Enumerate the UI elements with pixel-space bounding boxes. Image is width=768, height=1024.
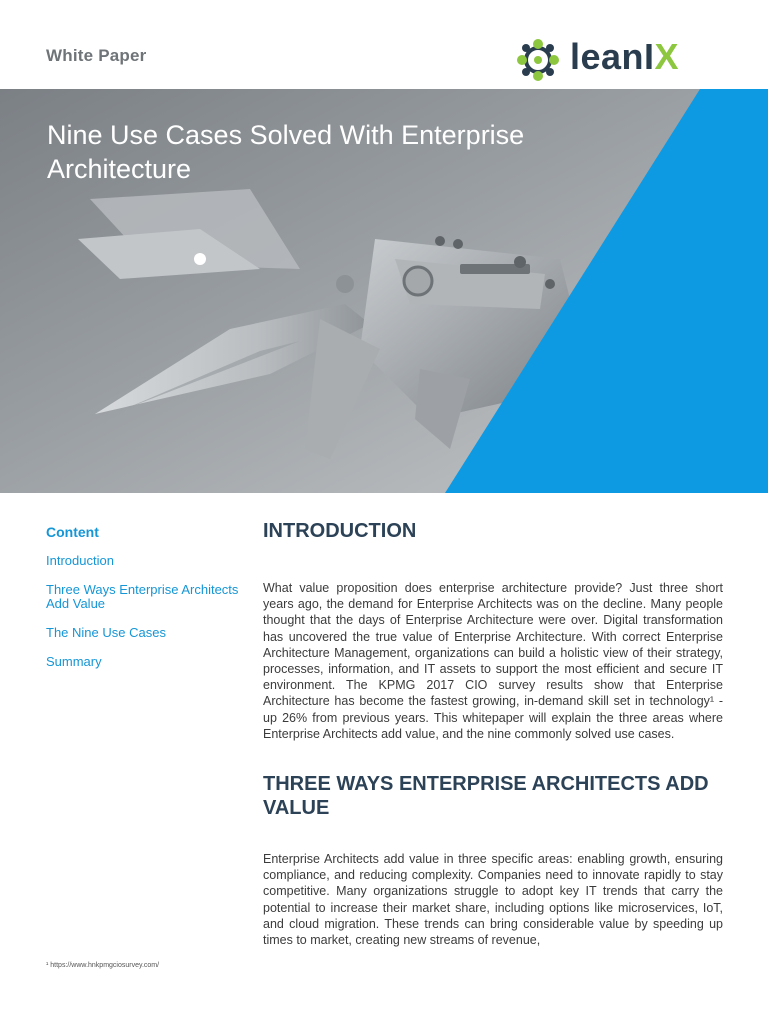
logo-wordmark: leanIX <box>570 36 680 77</box>
section-heading-introduction: INTRODUCTION <box>263 520 417 542</box>
toc-heading: Content <box>46 524 99 540</box>
document-type-label: White Paper <box>46 46 147 65</box>
hero-banner <box>0 89 768 493</box>
table-of-contents <box>46 524 246 684</box>
toc-item-nine-use-cases[interactable]: The Nine Use Cases <box>46 625 166 640</box>
toc-item-introduction[interactable]: Introduction <box>46 553 114 568</box>
logo-mark-icon <box>514 36 562 84</box>
document-title: Nine Use Cases Solved With Enterprise Architecture <box>47 120 525 184</box>
section-heading-three-ways: THREE WAYS ENTERPRISE ARCHITECTS ADD VALUE <box>263 773 709 819</box>
toc-item-three-ways[interactable]: Three Ways Enterprise Architects Add Value <box>46 582 239 611</box>
introduction-paragraph: What value proposition does enterprise architecture provide? Just three short years ago, the demand for Enterprise Architects was on the decline. Many people thought that the days of Enterprise Architecture were over. Digital transformation has uncovered the true value of Enterprise Architecture. With correct Enterprise Architecture Management, organizations can build a holistic view of their strategy, processes, information, and IT assets to support the most efficient and secure IT environment. The KPMG 2017 CIO survey results show that Enterprise Architecture has become the fastest growing, in-demand skill set in technology¹ - up 26% from previous years. This whitepaper will explain the three areas where Enterprise Architects add value, and the nine commonly solved use cases. <box>263 581 723 741</box>
footnote: ¹ https://www.hnkpmgciosurvey.com/ <box>46 962 160 969</box>
three-ways-paragraph: Enterprise Architects add value in three specific areas: enabling growth, ensuring compliance, and reducing complexity. Companies need to innovate rapidly to stay competitive. Many organizations struggle to adopt key IT trends that carry the potential to increase their market share, including options like microservices, IoT, and cloud migration. These trends can bring considerable value by speeding up times to market, creating new streams of revenue, <box>263 852 723 948</box>
leanix-logo <box>514 36 734 84</box>
toc-item-summary[interactable]: Summary <box>46 654 102 669</box>
